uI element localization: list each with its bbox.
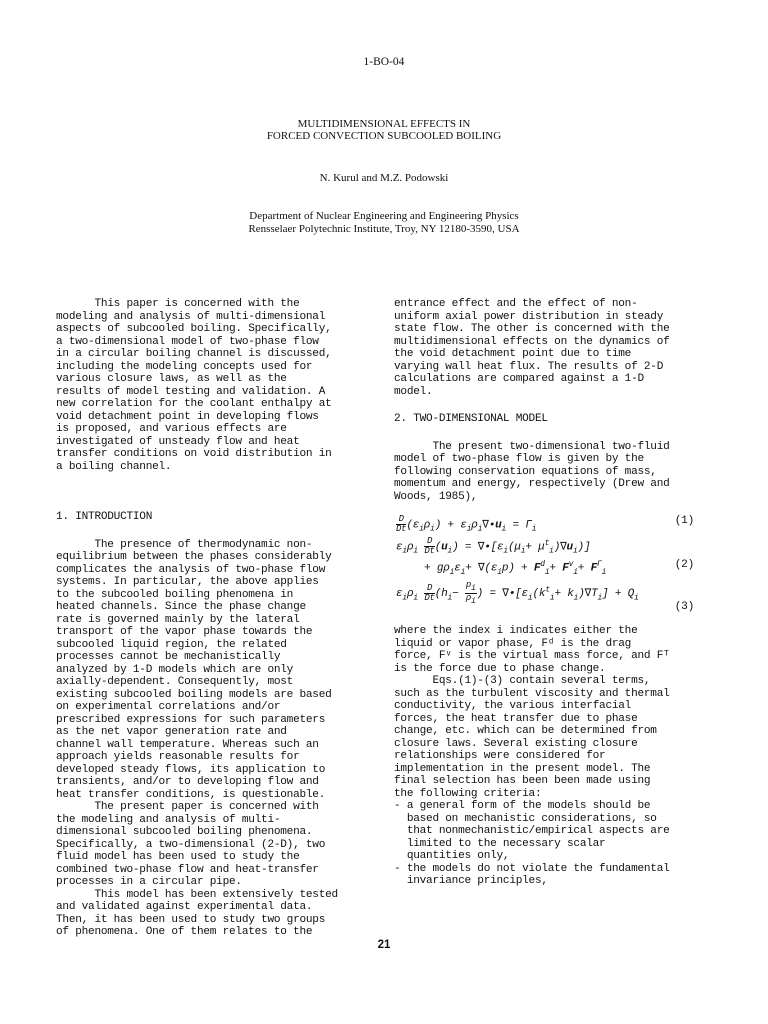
equation-3-expression: $\varepsilon_i\rho_i$ $\frac{D}{Dt}$ ($h_i-$ $\frac{p_i}{\rho_i}$ ) = $\nabla•[\varepsilon_i(k^t_i+ k_i)\nabla T_i] + Q_i$ xyxy=(396,580,639,606)
affiliation xyxy=(0,210,768,236)
section-heading-two-dimensional-model: 2. TWO-DIMENSIONAL MODEL xyxy=(394,413,548,425)
section-heading-introduction: 1. INTRODUCTION xyxy=(56,511,153,523)
model-paragraph: The present two-dimensional two-fluid model of two-phase flow is given by the following conservation equations of mass, momentum and energy, respectively (Drew and Woods, 1985), xyxy=(394,440,670,503)
equation-3 xyxy=(394,577,714,606)
affiliation-line-2: Rensselaer Polytechnic Institute, Troy, NY 12180-3590, USA xyxy=(248,223,520,235)
equation-1 xyxy=(394,511,714,533)
equation-2-line-2 xyxy=(394,555,714,577)
closure-laws-paragraph: where the index i indicates either the liquid or vapor phase, Fᵈ is the drag force, Fᵛ is the virtual mass force, and Fᵀ is the force due to phase change. Eqs.(1)-(3) contain several terms, such as the turbulent viscosity and thermal conductivity, the various interfacial forces, the heat transfer due to phase change, etc. which can be determined from closure laws. Several existing closure relationships were considered for implementation in the present model. The final selection has been been made using the following criteria: - a general form of the models should be based on mechanistic considerations, so that nonmechanistic/empirical aspects are limited to the necessary scalar quantities only, - the models do not violate the fundamental invariance principles, xyxy=(394,625,670,887)
document-id: 1-BO-04 xyxy=(363,56,405,68)
equation-3-number: (3) xyxy=(674,601,694,613)
equation-2-expression-line-1: $\varepsilon_i\rho_i$ $\frac{D}{Dt}$ $(u_i)$ = $\nabla•[\varepsilon_i(\mu_i+ \mu^t_i)\nabla u_i)$] xyxy=(396,536,591,556)
equation-2-number: (2) xyxy=(674,559,694,571)
title-line-1: MULTIDIMENSIONAL EFFECTS IN xyxy=(297,118,471,130)
title-line-2: FORCED CONVECTION SUBCOOLED BOILING xyxy=(266,130,502,142)
intro-continued-paragraph: entrance effect and the effect of non- uniform axial power distribution in steady state flow. The other is concerned with the multidimensional effects on the dynamics of the void detachment point due to time varying wall heat flux. The results of 2-D calculations are compared against a 1-D model. xyxy=(394,298,670,398)
right-column xyxy=(394,298,714,888)
intro-paragraph-1: The presence of thermodynamic non- equilibrium between the phases considerably complicates the analysis of two-phase flow systems. In particular, the above applies to the subcooled boiling phenomena in heated channels. Since the phase change rate is governed mainly by the lateral transport of the vapor phase towards the subcooled liquid region, the related processes cannot be mechanistically analyzed by 1-D models which are only axially-dependent. Consequently, most existing subcooled boiling models are based on experimental correlations and/or prescribed expressions for such parameters as the net vapor generation rate and channel wall temperature. Whereas such an approach yields reasonable results for developed steady flows, its application to transients, and/or to developing flow and heat transfer conditions, is questionable. The present paper is concerned with the modeling and analysis of multi- dimensional subcooled boiling phenomena. Specifically, a two-dimensional (2-D), two fluid model has been used to study the combined two-phase flow and heat-transfer processes in a circular pipe. xyxy=(56,538,332,888)
equation-2-line-1 xyxy=(394,533,714,555)
equation-2-expression-line-2: + $g\rho_i\varepsilon_i+ \nabla(\varepsilon_ip) + F^d_i+ F^v_i+ F^\Gamma_i$ xyxy=(424,560,607,577)
left-column xyxy=(56,298,380,939)
page-number: 21 xyxy=(377,939,391,951)
intro-paragraph-2: This model has been extensively tested and validated against experimental data. Then, it has been used to study two groups of phenomena. One of them relates to the xyxy=(56,888,338,938)
equation-1-expression: $\frac{D}{Dt}$ $(\varepsilon_i\rho_i)$ + $\varepsilon_i\rho_i\nabla•u_i = \Gamma_i$ xyxy=(396,514,537,534)
affiliation-line-1: Department of Nuclear Engineering and Engineering Physics xyxy=(249,210,519,222)
equation-3-number-row xyxy=(394,601,714,617)
abstract-paragraph: This paper is concerned with the modeling and analysis of multi-dimensional aspects of subcooled boiling. Specifically, a two-dimensional model of two-phase flow in a circular boiling channel is discussed, including the modeling concepts used for various closure laws, as well as the results of model testing and validation. A new correlation for the coolant enthalpy at void detachment point in developing flows is proposed, and various effects are investigated of unsteady flow and heat transfer conditions on void distribution in a boiling channel. xyxy=(56,298,332,473)
paper-title xyxy=(0,118,768,142)
equation-1-number: (1) xyxy=(674,515,694,527)
authors: N. Kurul and M.Z. Podowski xyxy=(319,172,449,184)
